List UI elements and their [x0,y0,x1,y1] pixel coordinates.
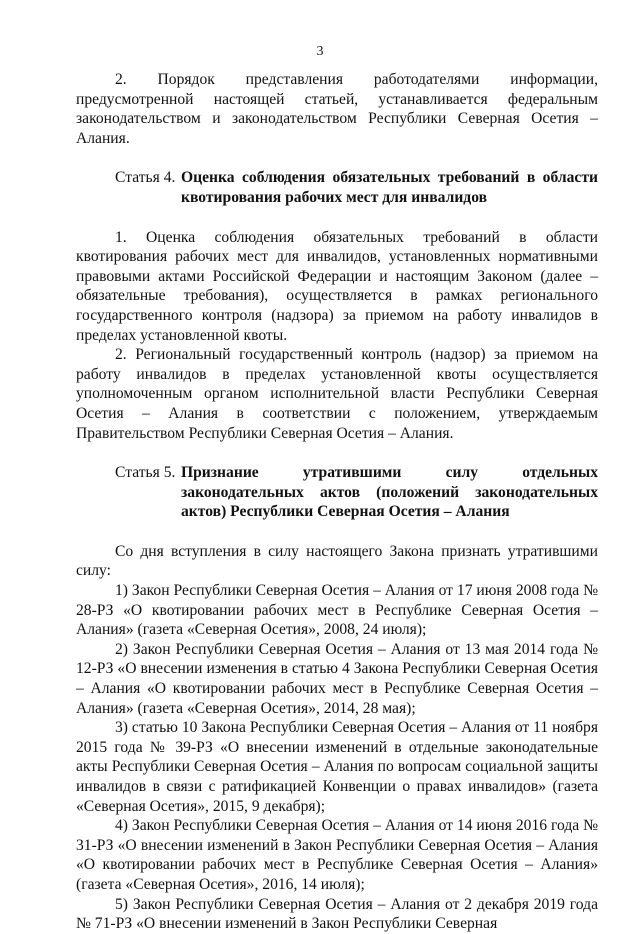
paragraph: 4) Закон Республики Северная Осетия – Алания от 14 июня 2016 года № 31-РЗ «О внесении изменений в Закон Республики Северная Осетия – Алания «О квотировании рабочих мест в Республике Северная Осетия – Алания» (газета «Северная Осетия», 2016, 14 июля); [76,817,598,893]
article-heading [76,463,598,522]
section-gap [76,443,598,463]
article-label: Статья 5. [115,464,176,482]
paragraph: 2. Региональный государственный контроль (надзор) за приемом на работу инвалидов в пределах установленной квоты осуществляется уполномоченным органом исполнительной власти Республики Северная Осетия – Алания в соответствии с положением, утверждаемым Правительством Республики Северная Осетия – Алания. [76,346,598,442]
paragraph: 3) статью 10 Закона Республики Северная Осетия – Алания от 11 ноября 2015 года № 39-РЗ «О внесении изменений в отдельные законодательные акты Республики Северная Осетия – Алания по вопросам социальной защиты инвалидов в связи с ратификацией Конвенции о правах инвалидов» (газета «Северная Осетия», 2015, 9 декабря); [76,719,598,815]
paragraph: 1) Закон Республики Северная Осетия – Алания от 17 июня 2008 года № 28-РЗ «О квотировании рабочих мест в Республике Северная Осетия – Алания» (газета «Северная Осетия», 2008, 24 июля); [76,582,598,639]
article-title: Оценка соблюдения обязательных требований в области квотирования рабочих мест для инвалидов [181,169,598,206]
paragraph: 5) Закон Республики Северная Осетия – Алания от 2 декабря 2019 года № 71-РЗ «О внесении изменений в Закон Республики Северная [76,895,598,933]
page-number: 3 [316,44,324,59]
section-gap [76,522,598,542]
paragraph: 2. Порядок представления работодателями информации, предусмотренной настоящей статьей, устанавливается федеральным законодательством и законодательством Республики Северная Осетия – Алания. [76,71,598,147]
paragraph: 2) Закон Республики Северная Осетия – Алания от 13 мая 2014 года № 12-РЗ «О внесении изменения в статью 4 Закона Республики Северная Осетия – Алания «О квотировании рабочих мест в Республике Северная Осетия – Алания» (газета «Северная Осетия», 2014, 28 мая); [76,640,598,717]
article-heading [76,168,598,207]
section-gap [76,208,598,228]
article-title: Признание утратившими силу отдельных законодательных актов (положений законодательных актов) Республики Северная Осетия – Алания [181,464,598,521]
paragraph: 1. Оценка соблюдения обязательных требований в области квотирования рабочих мест для инвалидов, установленных нормативными правовыми актами Российской Федерации и настоящим Законом (далее – обязательные требования), осуществляется в рамках регионального государственного контроля (надзора) за приемом на работу инвалидов в пределах установленной квоты. [76,228,598,344]
section-gap [76,148,598,168]
document-body [76,70,598,934]
paragraph: Со дня вступления в силу настоящего Закона признать утратившими силу: [76,542,598,580]
article-label: Статья 4. [115,169,176,187]
